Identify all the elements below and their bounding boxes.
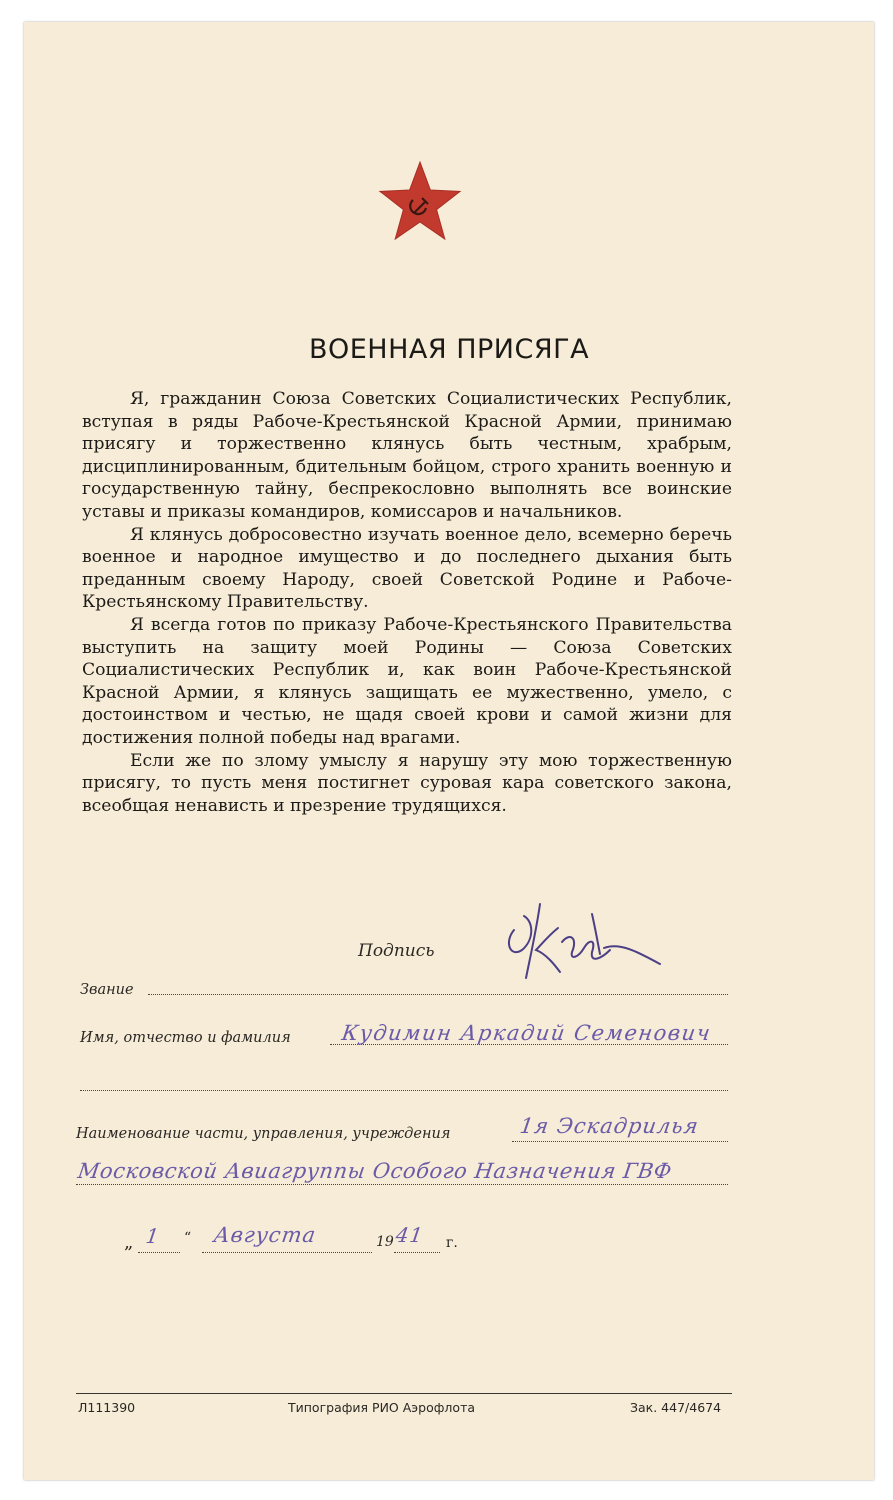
footer-rule [76,1393,732,1394]
date-close-quote: “ [184,1230,192,1246]
footer-print-code: Л111390 [78,1400,136,1415]
date-day: 1 [144,1224,162,1248]
year-printed: 19 [376,1234,394,1250]
blank-line [80,1090,728,1091]
footer-order-number: Зак. 447/4674 [630,1400,722,1415]
unit-label: Наименование части, управления, учреждения [76,1126,451,1142]
rank-line [148,994,728,995]
date-month: Августа [212,1223,318,1247]
oath-paragraph-2: Я клянусь добросовестно изучать военное дело, всемерно беречь военное и народное имущество и до последнего дыхания быть преданным своему Народу, своей Советской Родине и Рабоче-Крестьянскому Правительству. [82,524,732,613]
rank-label: Звание [80,982,134,998]
day-line [138,1252,180,1253]
handwritten-signature [500,892,670,987]
red-star-emblem [376,160,464,244]
oath-paragraph-1: Я, гражданин Союза Советских Социалистических Республик, вступая в ряды Рабоче-Крестьянской Красной Армии, принимаю присягу и торжественно клянусь быть честным, храбрым, дисциплинированным, бдительным бойцом, строго хранить военную и государственную тайну, беспрекословно выполнять все воинские уставы и приказы командиров, комиссаров и начальников. [82,389,732,522]
month-line [202,1252,372,1253]
name-value: Кудимин Аркадий Семенович [340,1021,713,1045]
unit-line-1 [512,1141,728,1142]
unit-value-line-1: 1я Эскадрилья [518,1114,701,1138]
oath-text [82,388,732,817]
document-title: ВОЕННАЯ ПРИСЯГА [308,334,590,365]
date-open-quote: „ [124,1232,134,1253]
year-line [394,1252,440,1253]
name-label: Имя, отчество и фамилия [80,1030,291,1046]
date-field [124,1220,544,1256]
signature-label: Подпись [358,941,435,961]
year-suffix: г. [446,1235,458,1251]
unit-line-2 [76,1184,728,1185]
oath-sheet [24,22,874,1480]
year-handwritten: 41 [394,1223,426,1247]
unit-value-line-2: Московской Авиагруппы Особого Назначения ГВФ [76,1159,674,1183]
oath-paragraph-4: Если же по злому умыслу я нарушу эту мою торжественную присягу, то пусть меня постигнет суровая кара советского закона, всеобщая ненависть и презрение трудящихся. [82,750,732,816]
footer-printer: Типография РИО Аэрофлота [288,1400,476,1415]
oath-paragraph-3: Я всегда готов по приказу Рабоче-Крестьянского Правительства выступить на защиту моей Родины — Союза Советских Социалистических Республик и, как воин Рабоче-Крестьянской Красной Армии, я клянусь защищать ее мужественно, умело, с достоинством и честью, не щадя своей крови и самой жизни для достижения полной победы над врагами. [82,614,732,748]
